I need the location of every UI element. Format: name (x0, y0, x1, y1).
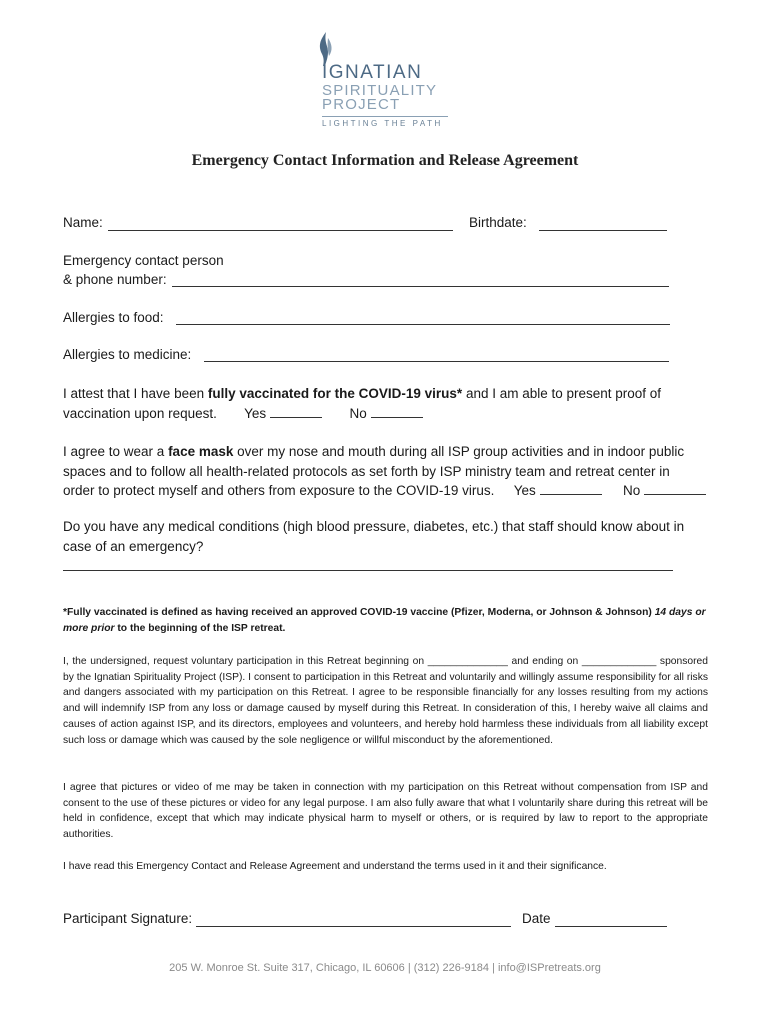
emergency-contact-input-line[interactable] (172, 286, 669, 287)
logo-divider (322, 116, 448, 117)
release-paragraph-3: I have read this Emergency Contact and Release Agreement and understand the terms used in it and their significance. (63, 861, 607, 872)
medical-input-line[interactable] (63, 570, 673, 571)
vaccination-statement: I attest that I have been fully vaccinated for the COVID-19 virus* and I am able to present proof of vaccination upon request. Yes No (63, 386, 662, 421)
emergency-contact-label-2: & phone number: (63, 272, 167, 287)
vaccination-yes-blank[interactable] (270, 405, 322, 418)
vaccination-yes-label: Yes (244, 405, 267, 421)
logo-line-1: IGNATIAN (322, 62, 423, 83)
allergies-medicine-label: Allergies to medicine: (63, 347, 192, 362)
vaccination-bold: fully vaccinated for the COVID-19 virus* (207, 386, 463, 401)
vaccination-no-label: No (349, 405, 367, 421)
allergies-food-label: Allergies to food: (63, 310, 164, 325)
release-paragraph-1: I, the undersigned, request voluntary participation in this Retreat beginning on ______________ and ending on _____________ sponsored by the Ignatian Spirituality Project (ISP). I consent to participation in this Retreat and voluntarily and willingly assume responsibility for all risks and dangers associated with my participation on this Retreat. I agree to be responsible financially for any losses resulting from my actions and will indemnify ISP from any loss or damage caused by myself during this Retreat. In consideration of this, I hereby waive all claims and causes of action against ISP, and its directors, employees and volunteers, and hereby hold harmless these individuals from all liability except such loss or damage which was caused by the sole negligence or willful misconduct by the aforementioned. (63, 656, 709, 746)
mask-yes-label: Yes (513, 483, 536, 498)
mask-yes-blank[interactable] (540, 482, 602, 495)
vaccination-no-blank[interactable] (371, 405, 423, 418)
name-label: Name: (63, 215, 103, 230)
signature-input-line[interactable] (196, 926, 511, 927)
medical-question: Do you have any medical conditions (high blood pressure, diabetes, etc.) that staff should know about in case of an emergency? (63, 519, 685, 554)
mask-bold: face mask (168, 444, 234, 459)
signature-label: Participant Signature: (63, 911, 193, 926)
mask-statement: I agree to wear a face mask over my nose and mouth during all ISP group activities and in indoor public spaces and to follow all health-related protocols as set forth by ISP ministry team and retreat center in order to protect myself and others from exposure to the COVID-19 virus. Yes No (63, 442, 713, 501)
allergies-medicine-input-line[interactable] (204, 361, 669, 362)
definition-italic: 14 days or more prior (63, 607, 706, 634)
mask-no-blank[interactable] (644, 482, 706, 495)
date-label: Date (522, 911, 551, 926)
logo-line-2: SPIRITUALITY (322, 82, 438, 99)
birthdate-label: Birthdate: (469, 215, 527, 230)
flame-icon (316, 32, 336, 66)
logo-tagline: LIGHTING THE PATH (322, 119, 443, 128)
allergies-food-input-line[interactable] (176, 324, 670, 325)
logo-line-3: PROJECT (322, 96, 401, 113)
release-paragraph-2: I agree that pictures or video of me may be taken in connection with my participation on this Retreat without compensation from ISP and consent to the use of these pictures or video for any legal purpose. I am also fully aware that what I voluntarily share during this retreat will be held in confidence, except that which may indicate physical harm to myself or others, or is required by law to report to the appropriate authorities. (63, 782, 708, 841)
birthdate-input-line[interactable] (539, 230, 667, 231)
emergency-contact-label-1: Emergency contact person (63, 253, 224, 268)
organization-logo (308, 28, 468, 132)
vaccination-definition: *Fully vaccinated is defined as having received an approved COVID-19 vaccine (Pfizer, Moderna, or Johnson & Johnson) 14 days or more prior to the beginning of the ISP retreat. (63, 607, 706, 634)
footer-address: 205 W. Monroe St. Suite 317, Chicago, IL 60606 | (312) 226-9184 | info@ISPretreats.org (169, 962, 601, 974)
name-input-line[interactable] (108, 230, 453, 231)
document-title: Emergency Contact Information and Release Agreement (191, 152, 579, 169)
mask-no-label: No (623, 483, 641, 498)
date-input-line[interactable] (555, 926, 667, 927)
